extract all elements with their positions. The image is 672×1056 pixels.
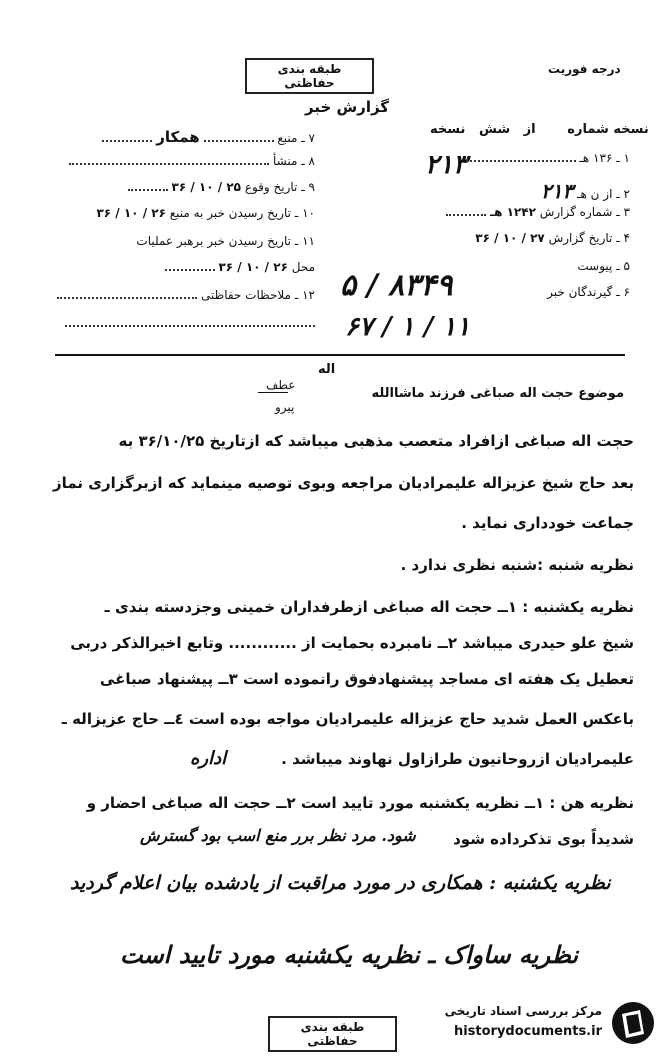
- handwritten-registration-date: ۱۱ / ۱ / ۶۷: [345, 312, 471, 342]
- field-5: [577, 259, 630, 273]
- classification-stamp-top: طبقه بندی حفاظتی: [245, 58, 374, 94]
- field-label: ۵ ـ پیوست: [577, 259, 630, 273]
- header-divider: [55, 354, 625, 356]
- field-value: ۲۷ / ۱۰ / ۳۶: [475, 231, 545, 245]
- dotted-line: [65, 325, 315, 327]
- body-line-3: جماعت خودداری نماید .: [461, 514, 634, 532]
- body-line-6: شیخ علو حیدری میباشد ۲ــ نامبرده بحمایت از ............ وتابع اخیرالذکر دربی: [70, 634, 634, 652]
- field-label: ۸ ـ منشأ: [272, 154, 315, 168]
- field-label: ۷ ـ منبع: [277, 131, 315, 145]
- field-label: ۱۱ ـ تاریخ رسیدن خبر برهبر عملیات: [136, 234, 315, 248]
- field-value: ۲۱۳: [540, 179, 574, 203]
- margin-atf: عطف: [266, 378, 296, 392]
- field-6: [547, 285, 630, 299]
- margin-bracket: [258, 392, 288, 393]
- field-1: [466, 151, 630, 165]
- urgency-label: درجه فوریت: [548, 62, 621, 76]
- field-label: ۴ ـ تاریخ گزارش: [548, 231, 630, 245]
- field-value: ۲۵ / ۱۰ / ۳۶: [171, 180, 241, 194]
- field-source: [102, 128, 315, 146]
- field-value: همکار: [156, 128, 200, 146]
- dotted-line: [165, 269, 215, 271]
- handwritten-note-3: نظریه ساواک ـ نظریه یکشنبه مورد تایید است: [120, 940, 579, 969]
- field-label: ۶ ـ گیرندگان خبر: [547, 285, 630, 299]
- dotted-line: [446, 214, 486, 216]
- dotted-line: [466, 160, 576, 162]
- field-occurrence-date: [128, 180, 315, 194]
- margin-peyro: پیرو: [275, 400, 295, 414]
- body-line-5: نظریه یکشنبه : ۱ــ حجت اله صباغی ازطرفداران خمینی وجزدسته بندی ـ: [104, 598, 634, 616]
- left-fields: [55, 120, 315, 340]
- archive-logo-icon: [610, 1000, 656, 1046]
- handwritten-registration-number: ۸۳۴۹ / ۵: [340, 268, 453, 303]
- dotted-line: [57, 297, 197, 299]
- body-line-9: علیمرادیان ازروحانیون طرازاول نهاوند میباشد .: [281, 750, 634, 768]
- field-value: ۲۶ / ۱۰ / ۳۶: [218, 260, 288, 274]
- body-line-1: حجت اله صباغی ازافراد متعصب مذهبی میباشد که ازتاریخ ۳۶/۱۰/۲۵ به: [118, 432, 634, 450]
- field-value: ۲۶ / ۱۰ / ۳۶: [96, 206, 166, 220]
- field-label: ۱۰ ـ تاریخ رسیدن خبر به منبع: [169, 206, 315, 220]
- body-line-2: بعد حاج شیخ عزیزاله علیمرادیان مراجعه وبوی توصیه مینماید که ازبرگزاری نماز: [53, 474, 634, 492]
- body-line-4: نظریه شنبه :شنبه نظری ندارد .: [400, 556, 634, 574]
- handwritten-note-edareh: اداره: [190, 748, 227, 769]
- dotted-line: [102, 140, 152, 142]
- handwritten-note-1: شود. مرد نظر برر منع اسب بود گسترش: [140, 826, 416, 845]
- subject-line: موضوع حجت اله صباغی فرزند ماشاالله: [371, 386, 624, 401]
- field-label: ۳ ـ شماره گزارش: [539, 205, 630, 219]
- field-label: ۱ ـ ۱۳۶ هـ: [579, 151, 630, 165]
- dotted-line: [128, 189, 168, 191]
- field-label: محل: [291, 260, 315, 274]
- handwritten-note-2: نظریه یکشنبه : همکاری در مورد مراقبت از یادشده بیان اعلام گردید: [70, 872, 611, 894]
- field-2: [541, 179, 630, 203]
- classification-stamp-bottom: طبقه بندی حفاظتی: [268, 1016, 397, 1052]
- dotted-line: [204, 140, 274, 142]
- body-line-10: نظریه هن : ۱ــ نظریه یکشنبه مورد تایید است ۲ــ حجت اله صباغی احضار و: [86, 794, 634, 812]
- field-security-notes: [57, 288, 315, 302]
- body-line-11: شدیداً بوی تذکرداده شود: [453, 830, 634, 848]
- subject-heading: اله: [318, 362, 336, 377]
- dotted-line: [69, 163, 269, 165]
- watermark-title: مرکز بررسی اسناد تاریخی: [444, 1004, 602, 1018]
- field-received-leader: [136, 234, 315, 248]
- field-blank-line: [65, 316, 315, 330]
- field-label: ۲ ـ از ن هـ: [576, 187, 630, 201]
- report-title: گزارش خبر: [305, 98, 390, 116]
- field-3: [446, 205, 630, 219]
- body-line-8: باعکس العمل شدید حاج عزیزاله علیمرادیان مواجه بوده است ٤ــ حاج عزیزاله ـ: [61, 710, 634, 728]
- watermark-url: historydocuments.ir: [453, 1024, 602, 1039]
- body-line-7: تعطیل یک هفته ای مساجد پیشنهادفوق رانموده است ۳ــ پیشنهاد صباغی: [99, 670, 634, 688]
- field-label: ۹ ـ تاریخ وقوع: [244, 180, 315, 194]
- field-label: ۱۲ ـ ملاحظات حفاظتی: [201, 288, 315, 302]
- field-value: ۱۲۴۲ هـ: [490, 205, 536, 219]
- watermark: [398, 1000, 660, 1048]
- field-origin: [69, 154, 315, 168]
- copy-number-line: نسخه شماره از شش نسخه: [430, 122, 649, 137]
- copy-number-handwritten: ۲۱۳: [425, 150, 467, 180]
- field-received-source: [96, 206, 315, 220]
- field-4: [475, 231, 630, 245]
- field-place: [165, 260, 315, 274]
